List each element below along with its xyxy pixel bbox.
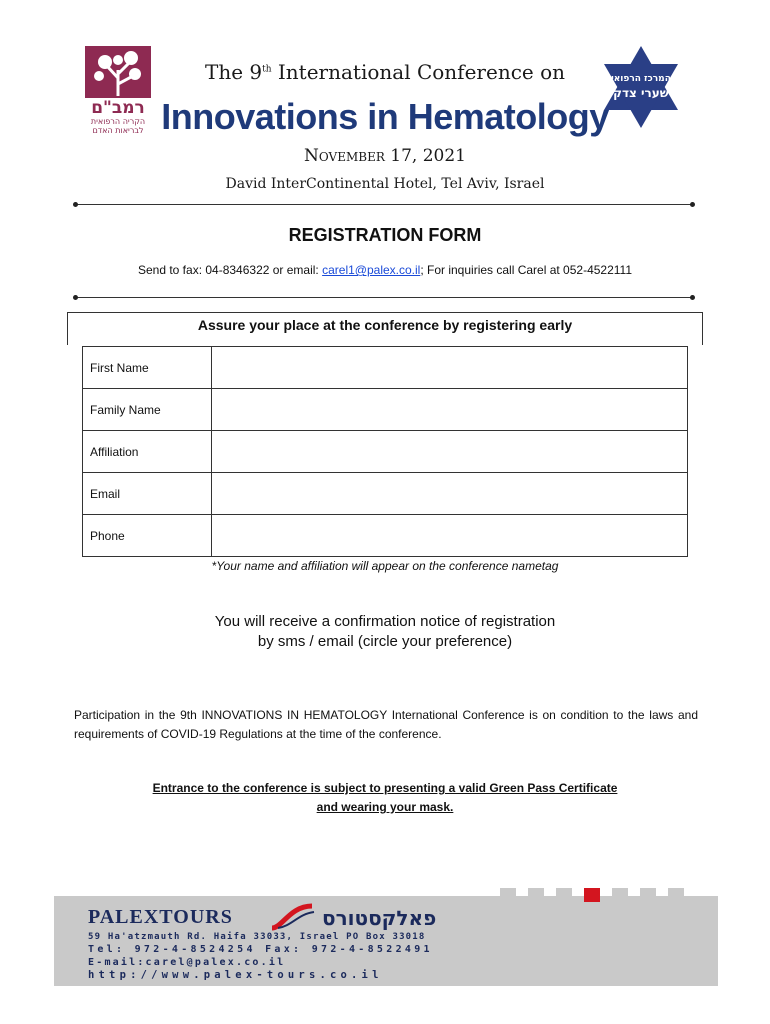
divider [76, 204, 692, 205]
footer-email: E-mail:carel@palex.co.il [88, 957, 286, 968]
registration-title: REGISTRATION FORM [288, 225, 482, 245]
field-label: Phone [83, 515, 212, 557]
swoosh-icon [268, 902, 318, 932]
crenel [500, 888, 516, 902]
table-row [83, 473, 688, 515]
palextours-brand: PALEXTOURS [88, 906, 233, 928]
table-row [83, 347, 688, 389]
entrance-line1: Entrance to the conference is subject to presenting a valid Green Pass Certificate [152, 781, 618, 795]
divider [76, 297, 692, 298]
table-row [83, 431, 688, 473]
participation-text: Participation in the 9th INNOVATIONS IN HEMATOLOGY International Conference is on condition to the laws and requirements of COVID-19 Regulations at the time of the conference. [74, 708, 698, 741]
entrance-notice [0, 779, 770, 817]
assure-heading: Assure your place at the conference by registering early [197, 317, 573, 333]
crenel [556, 888, 572, 902]
field-label: Family Name [83, 389, 212, 431]
rambam-name: רמב"ם [91, 98, 145, 118]
conference-title: Innovations in Hematology [161, 96, 609, 137]
confirmation-notice [0, 612, 770, 652]
rambam-sub2: לבריאות האדם [92, 126, 144, 135]
footer-website: http://www.palex-tours.co.il [88, 969, 383, 981]
crenel [528, 888, 544, 902]
crenel [584, 888, 600, 902]
email-link[interactable]: carel1@palex.co.il [322, 263, 421, 277]
entrance-line2: and wearing your mask. [316, 800, 454, 814]
table-row [83, 389, 688, 431]
confirm-line2: by sms / email (circle your preference) [257, 633, 513, 650]
family-name-field[interactable] [212, 389, 688, 431]
shaare-zedek-line2: שערי צדק [613, 86, 669, 100]
first-name-field[interactable] [212, 347, 688, 389]
shaare-zedek-line1: המרכז הרפואי [611, 74, 671, 84]
conference-venue: David InterContinental Hotel, Tel Aviv, Israel [225, 176, 545, 192]
confirm-line1: You will receive a confirmation notice of registration [214, 613, 556, 630]
registration-table [82, 346, 688, 557]
conference-subtitle: The 9th International Conference on [204, 60, 566, 84]
nametag-note: *Your name and affiliation will appear on the conference nametag [211, 559, 559, 573]
table-row [83, 515, 688, 557]
footer-phone: Tel: 972-4-8524254 Fax: 972-4-8522491 [88, 944, 433, 955]
field-label: Email [83, 473, 212, 515]
email-field[interactable] [212, 473, 688, 515]
rambam-sub1: הקריה הרפואית [90, 117, 146, 126]
crenel [668, 888, 684, 902]
palextours-brand-hebrew: פאלקסטורס [322, 906, 437, 930]
conference-date: November 17, 2021 [304, 146, 466, 166]
field-label: First Name [83, 347, 212, 389]
crenel [640, 888, 656, 902]
palextours-banner [54, 896, 718, 986]
send-instructions: Send to fax: 04-8346322 or email: carel1@palex.co.il; For inquiries call Carel at 052-4522111 [137, 263, 633, 277]
crenel [612, 888, 628, 902]
footer-address: 59 Ha'atzmauth Rd. Haifa 33033, Israel PO Box 33018 [88, 932, 426, 942]
field-label: Affiliation [83, 431, 212, 473]
affiliation-field[interactable] [212, 431, 688, 473]
phone-field[interactable] [212, 515, 688, 557]
